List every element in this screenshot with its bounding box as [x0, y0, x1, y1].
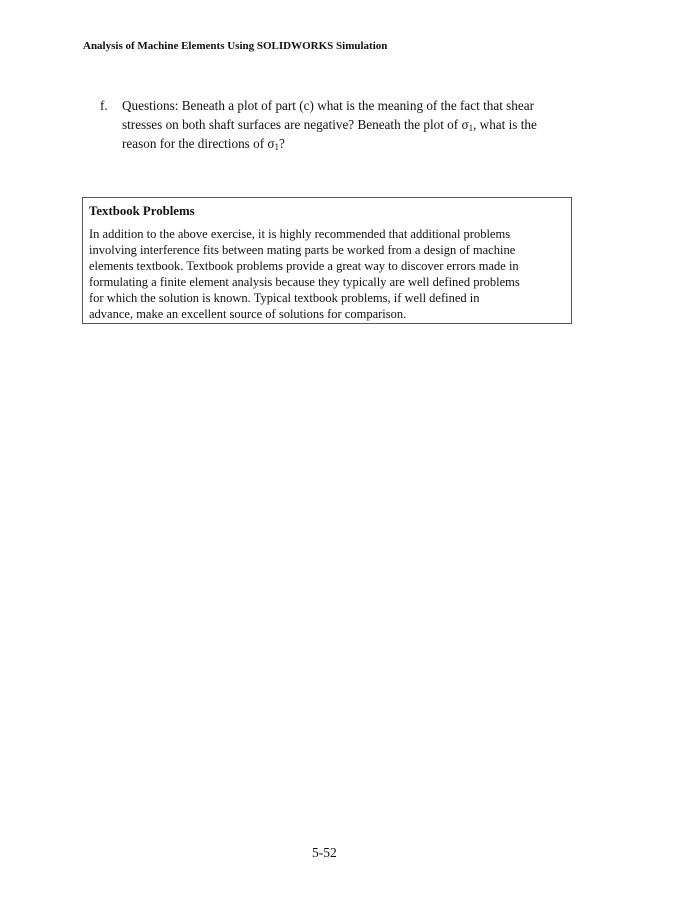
running-header: Analysis of Machine Elements Using SOLIDWORKS Simulation [83, 40, 388, 52]
box-text-line: involving interference fits between mating parts be worked from a design of machine [89, 243, 516, 257]
list-marker: f. [100, 98, 108, 113]
page-number: 5-52 [312, 845, 337, 860]
sigma-subscript: 1 [274, 142, 279, 152]
box-text-line: formulating a finite element analysis because they typically are well defined problems [89, 275, 520, 289]
question-text: stresses on both shaft surfaces are negative? Beneath the plot of [122, 117, 462, 132]
question-line-3 [122, 134, 285, 157]
box-text-line: for which the solution is known. Typical textbook problems, if well defined in [89, 291, 480, 305]
box-title: Textbook Problems [89, 204, 195, 218]
sigma-symbol: σ [461, 117, 469, 132]
box-text-line: elements textbook. Textbook problems provide a great way to discover errors made in [89, 259, 519, 273]
question-text: ? [279, 136, 285, 151]
question-text: reason for the directions of [122, 136, 268, 151]
box-text-line: advance, make an excellent source of solutions for comparison. [89, 307, 407, 321]
sigma-subscript: 1 [468, 123, 474, 133]
question-text: Questions: Beneath a plot of part (c) what is the meaning of the fact that shear [122, 98, 534, 113]
question-text: , what is the [473, 117, 537, 132]
box-text-line: In addition to the above exercise, it is highly recommended that additional problems [89, 227, 511, 241]
sigma-symbol: σ [267, 136, 275, 151]
question-line-1 [122, 96, 534, 115]
textbook-problems-box [82, 197, 572, 324]
